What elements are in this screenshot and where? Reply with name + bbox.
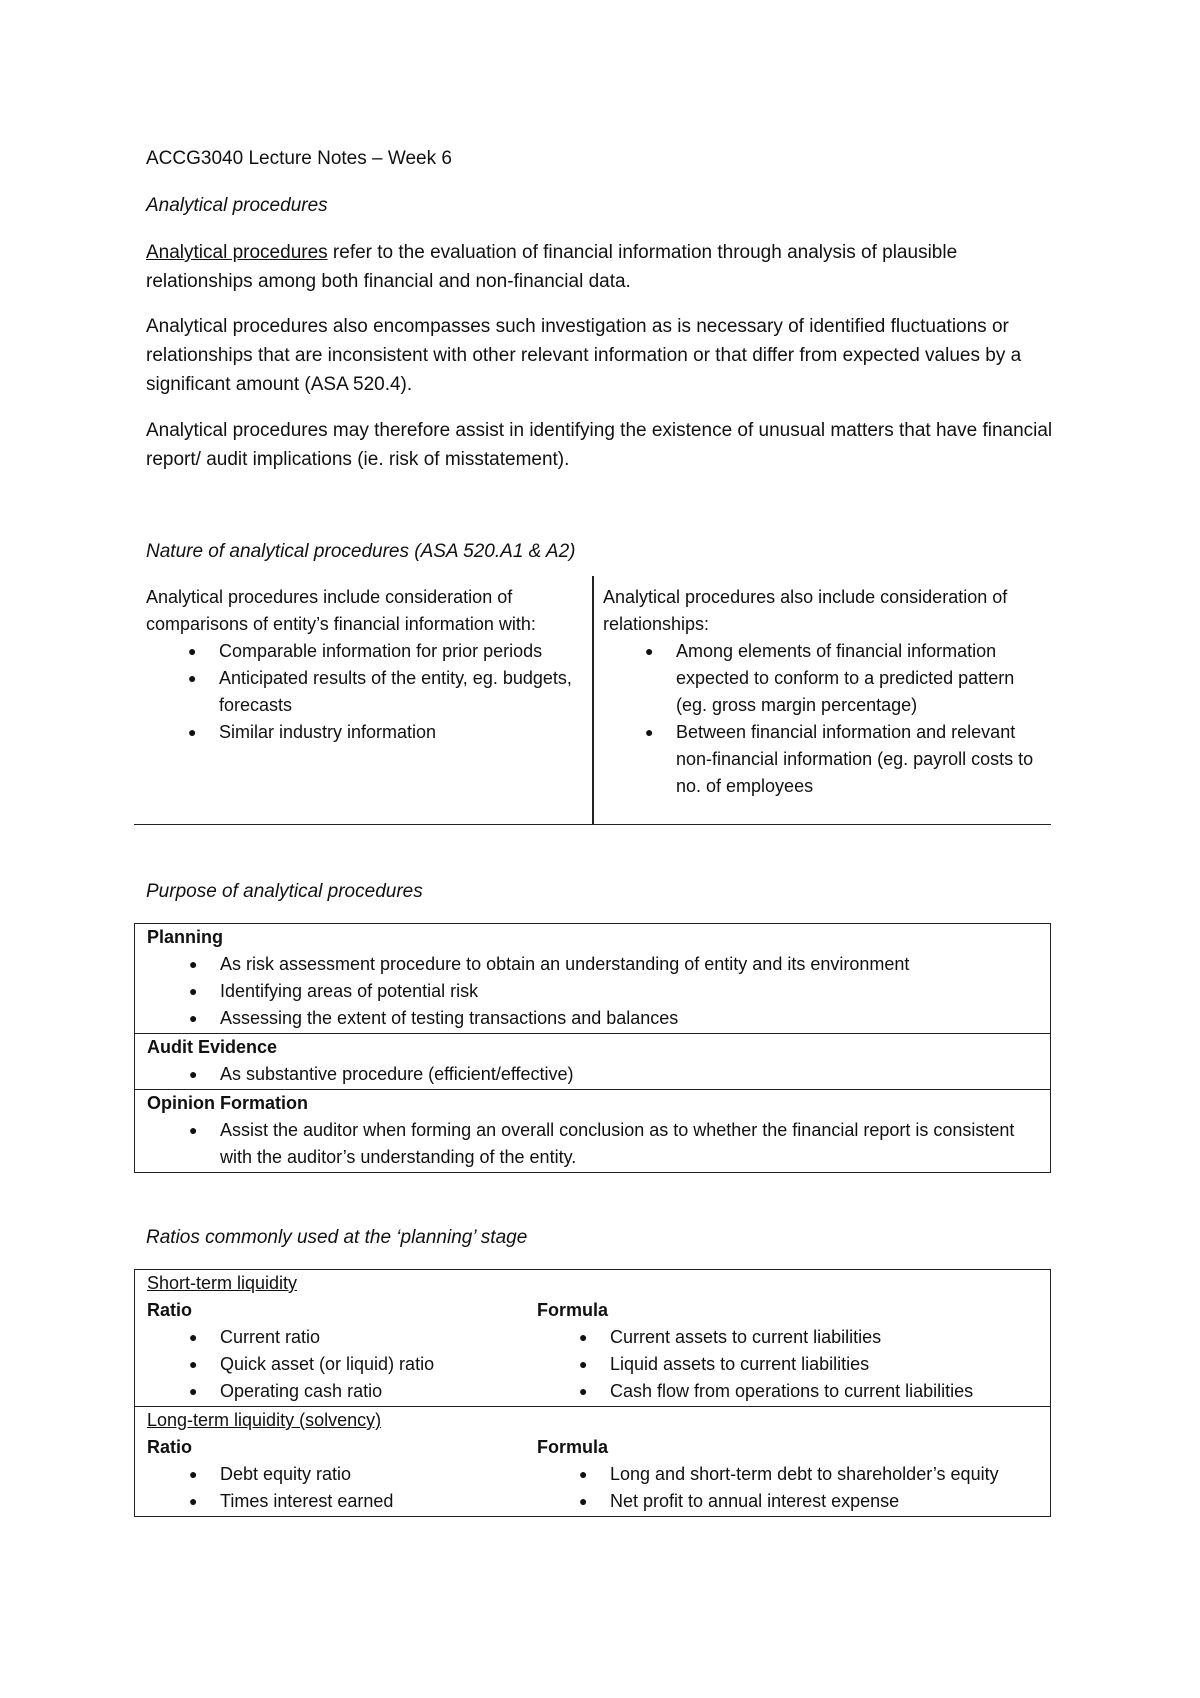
list-item: ● Operating cash ratio	[147, 1378, 537, 1405]
short-term-formula-list	[537, 1324, 1038, 1405]
list-item: ● Times interest earned	[147, 1488, 537, 1515]
nature-table	[134, 576, 1051, 825]
audit-evidence-label: Audit Evidence	[147, 1037, 278, 1057]
ratios-table	[134, 1269, 1051, 1517]
purpose-table	[134, 923, 1051, 1173]
list-item: ● Between financial information and relevant non-financial information (eg. payroll costs to no. of employees	[603, 719, 1043, 800]
long-term-liquidity-title: Long-term liquidity (solvency)	[147, 1410, 382, 1430]
bullet-icon: ●	[189, 1383, 198, 1399]
long-term-liquidity-cell	[135, 1407, 1050, 1516]
nature-right-column	[603, 584, 1043, 800]
list-item: ● Net profit to annual interest expense	[537, 1488, 1038, 1515]
short-term-ratio-list	[147, 1324, 537, 1405]
list-item: ● Among elements of financial information expected to conform to a predicted pattern (eg. gross margin percentage)	[603, 638, 1043, 719]
list-item: ● Liquid assets to current liabilities	[537, 1351, 1038, 1378]
nature-right-intro: Analytical procedures also include consideration of relationships:	[603, 587, 1008, 634]
bullet-icon: ●	[579, 1383, 588, 1399]
bullet-icon: ●	[188, 670, 197, 686]
opinion-formation-label: Opinion Formation	[147, 1093, 308, 1113]
long-term-formula-column	[537, 1434, 1038, 1515]
list-item: ● Assessing the extent of testing transactions and balances	[147, 1005, 1038, 1032]
list-item: ● Similar industry information	[146, 719, 576, 746]
nature-left-intro: Analytical procedures include consideration of comparisons of entity’s financial information with:	[146, 587, 536, 634]
bullet-icon: ●	[188, 724, 197, 740]
bullet-icon: ●	[579, 1329, 588, 1345]
bullet-icon: ●	[189, 983, 198, 999]
bullet-icon: ●	[189, 1466, 198, 1482]
list-item: ● Anticipated results of the entity, eg. budgets, forecasts	[146, 665, 576, 719]
ratio-label: Ratio	[147, 1300, 192, 1320]
column-divider	[592, 576, 594, 824]
long-term-columns	[147, 1434, 1038, 1515]
list-item: ● Comparable information for prior periods	[146, 638, 576, 665]
short-term-liquidity-title: Short-term liquidity	[147, 1273, 298, 1293]
bullet-icon: ●	[189, 1066, 198, 1082]
list-item: ● As substantive procedure (efficient/effective)	[147, 1061, 1038, 1088]
short-term-formula-column	[537, 1297, 1038, 1405]
list-item: ● Current assets to current liabilities	[537, 1324, 1038, 1351]
list-item: ● Quick asset (or liquid) ratio	[147, 1351, 537, 1378]
bullet-icon: ●	[645, 643, 654, 659]
paragraph-unusual-matters: Analytical procedures may therefore assist in identifying the existence of unusual matters that have financial report/ audit implications (ie. risk of misstatement).	[146, 420, 1053, 470]
bullet-icon: ●	[189, 1329, 198, 1345]
list-item: ● Long and short-term debt to shareholder’s equity	[537, 1461, 1038, 1488]
definition-text: refer to the evaluation of financial information through analysis of plausible relationships among both financial and non-financial data.	[146, 242, 958, 292]
short-term-liquidity-cell	[135, 1270, 1050, 1407]
list-item: ● Identifying areas of potential risk	[147, 978, 1038, 1005]
bullet-icon: ●	[189, 1356, 198, 1372]
paragraph-definition	[146, 238, 1066, 296]
section-heading: Analytical procedures	[146, 195, 328, 216]
nature-right-list	[603, 638, 1043, 800]
bullet-icon: ●	[189, 1493, 198, 1509]
planning-cell	[135, 924, 1050, 1034]
list-item: ● Cash flow from operations to current liabilities	[537, 1378, 1038, 1405]
nature-left-list	[146, 638, 576, 746]
list-item: ● Assist the auditor when forming an overall conclusion as to whether the financial report is consistent with the auditor’s understanding of the entity.	[147, 1117, 1038, 1171]
paragraph-investigation: Analytical procedures also encompasses such investigation as is necessary of identified fluctuations or relationships that are inconsistent with other relevant information or that differ from expected values by a significant amount (ASA 520.4).	[146, 316, 1022, 395]
list-item: ● Debt equity ratio	[147, 1461, 537, 1488]
nature-left-column	[146, 584, 576, 746]
long-term-ratio-column	[147, 1434, 537, 1515]
bullet-icon: ●	[189, 1010, 198, 1026]
page-title: ACCG3040 Lecture Notes – Week 6	[146, 148, 452, 169]
bullet-icon: ●	[189, 956, 198, 972]
ratio-label: Ratio	[147, 1437, 192, 1457]
purpose-heading: Purpose of analytical procedures	[146, 881, 423, 902]
bullet-icon: ●	[189, 1122, 198, 1138]
defined-term: Analytical procedures	[146, 242, 328, 263]
long-term-formula-list	[537, 1461, 1038, 1515]
bullet-icon: ●	[188, 643, 197, 659]
short-term-columns	[147, 1297, 1038, 1405]
opinion-formation-list	[147, 1117, 1038, 1171]
bullet-icon: ●	[645, 724, 654, 740]
audit-evidence-cell	[135, 1034, 1050, 1090]
long-term-ratio-list	[147, 1461, 537, 1515]
formula-label: Formula	[537, 1300, 609, 1320]
list-item: ● Current ratio	[147, 1324, 537, 1351]
list-item: ● As risk assessment procedure to obtain an understanding of entity and its environment	[147, 951, 1038, 978]
bullet-icon: ●	[579, 1356, 588, 1372]
bullet-icon: ●	[579, 1466, 588, 1482]
audit-evidence-list	[147, 1061, 1038, 1088]
formula-label: Formula	[537, 1437, 609, 1457]
nature-heading: Nature of analytical procedures (ASA 520.A1 & A2)	[146, 541, 576, 562]
short-term-ratio-column	[147, 1297, 537, 1405]
planning-label: Planning	[147, 927, 223, 947]
opinion-formation-cell	[135, 1090, 1050, 1172]
ratios-heading: Ratios commonly used at the ‘planning’ stage	[146, 1227, 528, 1248]
bullet-icon: ●	[579, 1493, 588, 1509]
planning-list	[147, 951, 1038, 1032]
